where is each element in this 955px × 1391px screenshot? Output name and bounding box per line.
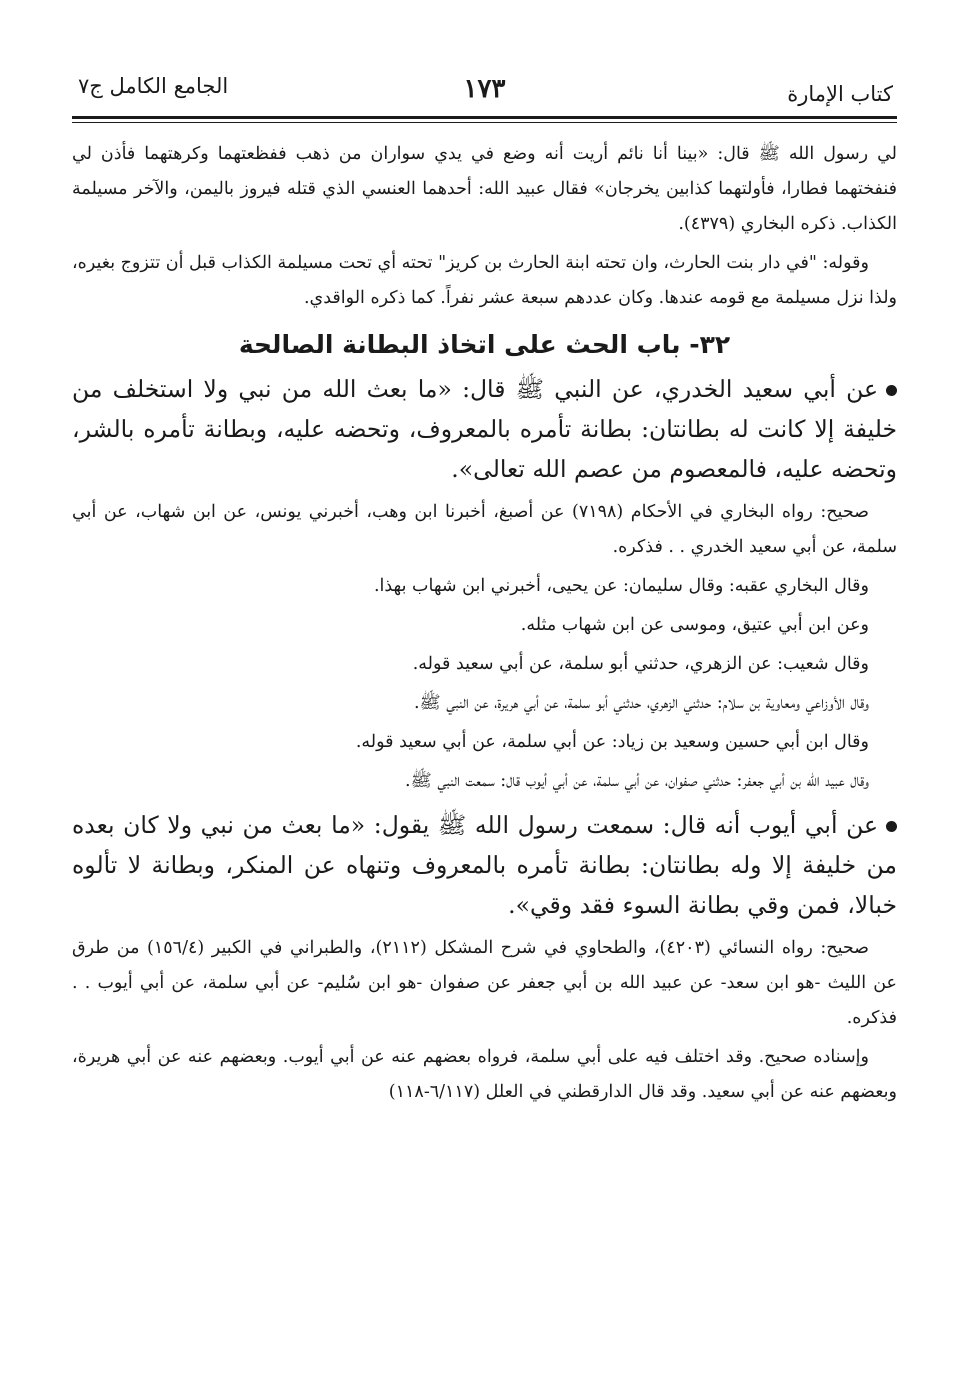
note-paragraph: وقال شعيب: عن الزهري، حدثني أبو سلمة، عن أبي سعيد قوله. bbox=[412, 654, 869, 674]
top-commentary bbox=[72, 137, 897, 316]
note-paragraph: صحيح: رواه النسائي (٤٢٠٣)، والطحاوي في شرح المشكل (٢١١٢)، والطبراني في الكبير (١٥٦/٤) من طرق عن الليث -هو ابن سعد- عن عبيد الله بن أبي جعفر عن صفوان -هو ابن سُليم- عن أبي سلمة، عن أبي أيوب . . فذكره. bbox=[72, 938, 897, 1028]
bullet-dot-icon bbox=[886, 821, 897, 832]
note-paragraph: وعن ابن أبي عتيق، وموسى عن ابن شهاب مثله. bbox=[520, 615, 869, 635]
note-paragraph: صحيح: رواه البخاري في الأحكام (٧١٩٨) عن أصبغ، أخبرنا ابن وهب، أخبرني يونس، عن ابن شهاب، عن أبي سلمة، عن أبي سعيد الخدري . . فذكره. bbox=[72, 502, 897, 557]
note-paragraph: وقال ابن أبي حسين وسعيد بن زياد: عن أبي سلمة، عن أبي سعيد قوله. bbox=[355, 732, 869, 752]
note-paragraph: وقال الأوزاعي ومعاوية بن سلام: حدثني الزهري، حدثني أبو سلمة، عن أبي هريرة، عن النبي ﷺ. bbox=[413, 693, 869, 713]
hadith-text bbox=[72, 369, 897, 489]
page-number: ١٧٣ bbox=[463, 74, 506, 104]
commentary-paragraph: وقوله: "في دار بنت الحارث، وان تحته ابنة الحارث بن كريز" تحته أي تحت مسيلمة الكذاب قبل أن تتزوج بغيره، ولذا نزل مسيلمة مع قومه عندها. وكان عددهم سبعة عشر نفراً. كما ذكره الواقدي. bbox=[72, 253, 897, 308]
chapter-title: ٣٢- باب الحث على اتخاذ البطانة الصالحة bbox=[238, 330, 731, 359]
header-book-title: الجامع الكامل ج٧ bbox=[78, 74, 229, 98]
hadith-body: عن أبي سعيد الخدري، عن النبي ﷺ قال: «ما بعث الله من نبي ولا استخلف من خليفة إلا كانت له بطانتان: بطانة تأمره بالمعروف، وتحضه عليه، وبطانة تأمره بالشر، وتحضه عليه، فالمعصوم من عصم الله تعالى». bbox=[72, 375, 897, 483]
hadith-body: عن أبي أيوب أنه قال: سمعت رسول الله ﷺ يقول: «ما بعث من نبي ولا كان بعده من خليفة إلا وله بطانتان: بطانة تأمره بالمعروف وتنهاه عن المنكر، وبطانة لا تألوه خبالا، فمن وقي بطانة السوء فقد وقي». bbox=[72, 811, 897, 919]
note-paragraph: وقال عبيد الله بن أبي جعفر: حدثني صفوان، عن أبي سلمة، عن أبي أيوب قال: سمعت النبي ﷺ. bbox=[405, 771, 869, 791]
hadith-notes bbox=[72, 931, 897, 1110]
commentary-paragraph: لي رسول الله ﷺ قال: «بينا أنا نائم أريت أنه وضع في يدي سواران من ذهب ففظعتهما وكرهتهما فأذن لي فنفختهما فطارا، فأولتهما كذابين يخرجان» فقال عبيد الله: أحدهما العنسي الذي قتله فيروز باليمن، والآخر مسيلمة الكذاب. ذكره البخاري (٤٣٧٩). bbox=[72, 144, 897, 234]
bullet-dot-icon bbox=[886, 385, 897, 396]
page-content bbox=[72, 137, 897, 1110]
hadith-text bbox=[72, 805, 897, 925]
note-paragraph: وقال البخاري عقبه: وقال سليمان: عن يحيى، أخبرني ابن شهاب بهذا. bbox=[373, 576, 869, 596]
page-header bbox=[72, 70, 897, 119]
hadith-notes bbox=[72, 495, 897, 799]
note-paragraph: وإسناده صحيح. وقد اختلف فيه على أبي سلمة، فرواه بعضهم عنه عن أبي أيوب. وبعضهم عنه عن أبي هريرة، وبعضهم عنه عن أبي سعيد. وقد قال الدارقطني في العلل (٦/١١٧-١١٨) bbox=[72, 1047, 897, 1102]
header-book-section: كتاب الإمارة bbox=[787, 82, 893, 106]
